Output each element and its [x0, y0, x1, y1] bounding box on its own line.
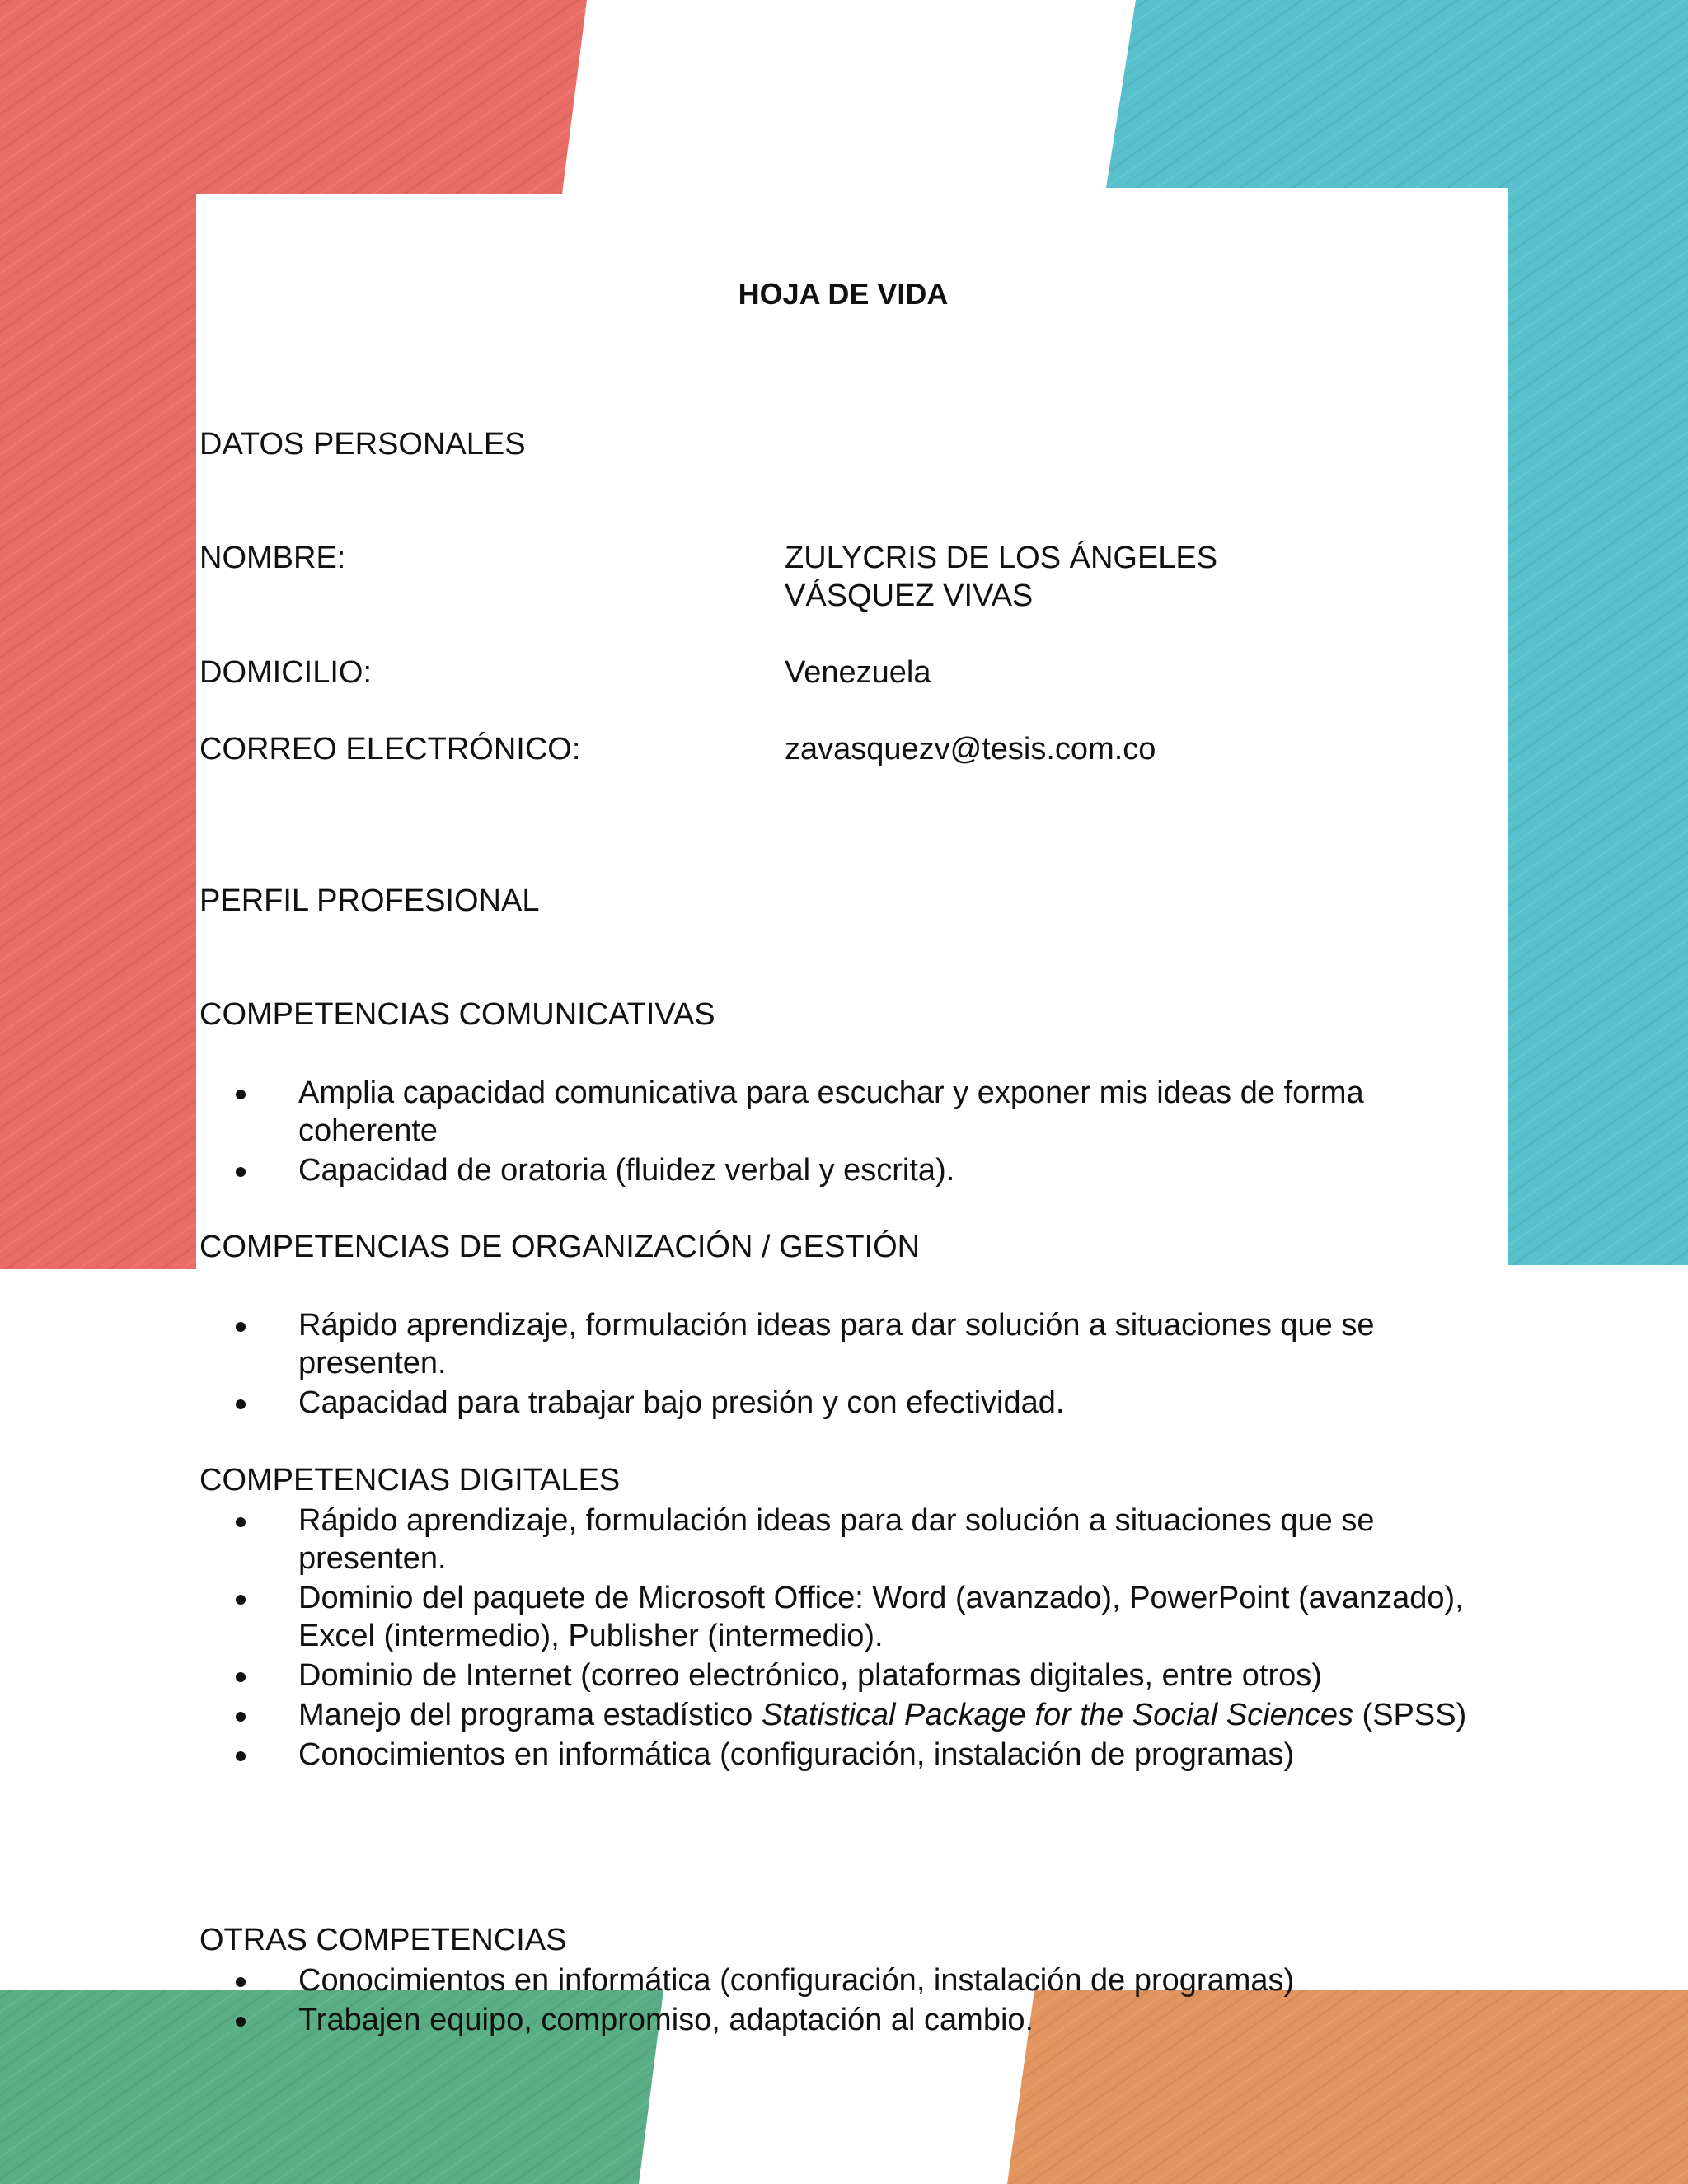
bullet-icon — [236, 1595, 246, 1605]
list-item-spss: Manejo del programa estadístico Statistical Package for the Social Sciences (SPSS) — [196, 1696, 1482, 1734]
list-item: Rápido aprendizaje, formulación ideas para dar solución a situaciones que se presenten. — [196, 1306, 1482, 1382]
list-item: Capacidad para trabajar bajo presión y con efectividad. — [196, 1384, 1482, 1422]
bullet-icon — [236, 1090, 246, 1099]
heading-competencias-comunicativas: COMPETENCIAS COMUNICATIVAS — [199, 997, 715, 1032]
bullet-icon — [236, 1399, 246, 1409]
resume-sheet — [196, 188, 1508, 2037]
document-title: HOJA DE VIDA — [738, 277, 949, 311]
list-digitales — [196, 1502, 1482, 1775]
correo-value: zavasquezv@tesis.com.co — [785, 732, 1156, 766]
bullet-icon — [236, 1977, 246, 1987]
nombre-line-1: ZULYCRIS DE LOS ÁNGELES — [785, 541, 1218, 575]
bullet-icon — [236, 1751, 246, 1761]
list-item: Trabajen equipo, compromiso, adaptación al cambio. — [196, 2001, 1482, 2039]
bullet-icon — [236, 1672, 246, 1682]
heading-otras-competencias: OTRAS COMPETENCIAS — [199, 1923, 567, 1957]
heading-perfil-profesional: PERFIL PROFESIONAL — [199, 883, 540, 918]
list-item: Capacidad de oratoria (fluidez verbal y escrita). — [196, 1151, 1482, 1189]
heading-datos-personales: DATOS PERSONALES — [199, 427, 526, 462]
bullet-icon — [236, 1712, 246, 1722]
nombre-line-2: VÁSQUEZ VIVAS — [785, 579, 1034, 613]
nombre-value — [785, 539, 1362, 615]
bullet-icon — [236, 1322, 246, 1332]
list-otras — [196, 1961, 1482, 2041]
list-item: Amplia capacidad comunicativa para escuchar y exponer mis ideas de forma coherente — [196, 1074, 1482, 1150]
list-item: Dominio del paquete de Microsoft Office: Word (avanzado), PowerPoint (avanzado), Excel (intermedio), Publisher (intermedio). — [196, 1579, 1482, 1655]
nombre-label: NOMBRE: — [199, 541, 346, 575]
bullet-icon — [236, 1517, 246, 1527]
bullet-icon — [236, 2017, 246, 2027]
domicilio-label: DOMICILIO: — [199, 655, 373, 690]
correo-label: CORREO ELECTRÓNICO: — [199, 732, 581, 766]
list-item: Rápido aprendizaje, formulación ideas para dar solución a situaciones que se presenten. — [196, 1502, 1482, 1577]
heading-competencias-digitales: COMPETENCIAS DIGITALES — [199, 1463, 621, 1497]
list-item: Conocimientos en informática (configuración, instalación de programas) — [196, 1961, 1482, 1999]
list-organizacion — [196, 1306, 1482, 1423]
domicilio-value: Venezuela — [785, 655, 931, 690]
list-item: Dominio de Internet (correo electrónico, plataformas digitales, entre otros) — [196, 1657, 1482, 1694]
heading-competencias-organizacion: COMPETENCIAS DE ORGANIZACIÓN / GESTIÓN — [199, 1230, 921, 1264]
list-comunicativas — [196, 1074, 1482, 1191]
bullet-icon — [236, 1167, 246, 1177]
list-item: Conocimientos en informática (configuración, instalación de programas) — [196, 1736, 1482, 1774]
